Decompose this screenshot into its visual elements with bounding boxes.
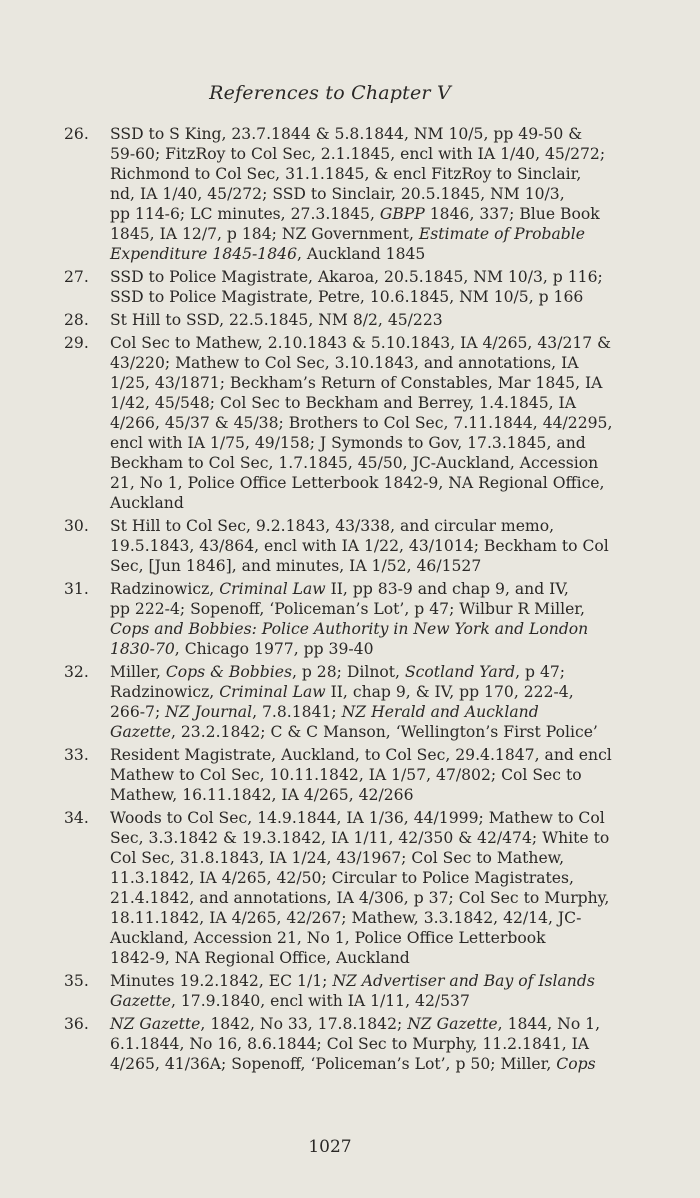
- reference-text: [110, 516, 692, 576]
- italic-title: NZ Gazette: [110, 1015, 201, 1033]
- reference-text: [110, 745, 692, 805]
- text-run: Miller,: [110, 663, 166, 681]
- text-run: Resident Magistrate, Auckland, to Col Sec, 29.4.1847, and encl Mathew to Col Sec, 10.11.1842, IA 1/57, 47/802; Col Sec to Mathew, 16.11.1842, IA 4/265, 42/266: [110, 746, 612, 804]
- italic-title: Scotland Yard: [404, 663, 516, 681]
- reference-item: [64, 1014, 692, 1074]
- text-run: St Hill to SSD, 22.5.1845, NM 8/2, 45/223: [110, 311, 443, 329]
- italic-title: Cops and Bobbies: Police Authority in New York and London 1830-70: [110, 620, 589, 658]
- text-run: , Auckland 1845: [297, 245, 426, 263]
- text-run: Radzinowicz,: [110, 580, 220, 598]
- text-run: 1846, 337; Blue Book 1845, IA 12/7, p 184; NZ Government,: [110, 205, 600, 243]
- reference-item: [64, 579, 692, 659]
- italic-title: Estimate of Probable Expenditure 1845-1846: [110, 225, 585, 263]
- italic-title: Cops: [556, 1055, 596, 1073]
- text-run: , Chicago 1977, pp 39-40: [174, 640, 374, 658]
- reference-text: [110, 808, 692, 968]
- italic-title: NZ Journal: [165, 703, 253, 721]
- reference-number: 26.: [64, 125, 89, 143]
- reference-number: 31.: [64, 580, 89, 598]
- text-run: II, chap 9, & IV, pp 170, 222-4, 266-7;: [110, 683, 574, 721]
- running-header: References to Chapter V: [209, 82, 451, 104]
- reference-number: 33.: [64, 746, 89, 764]
- text-run: St Hill to Col Sec, 9.2.1843, 43/338, and circular memo, 19.5.1843, 43/864, encl with IA 1/22, 43/1014; Beckham to Col Sec, [Jun 1846], and minutes, IA 1/52, 46/1527: [110, 517, 609, 575]
- text-run: Woods to Col Sec, 14.9.1844, IA 1/36, 44/1999; Mathew to Col Sec, 3.3.1842 & 19.3.1842, IA 1/11, 42/350 & 42/474; White to Col Sec, 31.8.1843, IA 1/24, 43/1967; Col Sec to Mathew, 11.3.1842, IA 4/265, 42/50; Circular to Police Magistrates, 21.4.1842, and annotations, IA 4/306, p 37; Col Sec to Murphy, 18.11.1842, IA 4/265, 42/267; Mathew, 3.3.1842, 42/14, JC- Auckland, Accession 21, No 1, Police Office Letterbook 1842-9, NA Regional Office, Auckland: [110, 809, 610, 967]
- reference-item: [64, 267, 692, 307]
- reference-text: [110, 971, 692, 1011]
- reference-number: 32.: [64, 663, 89, 681]
- reference-text: [110, 267, 692, 307]
- italic-title: Criminal Law: [219, 580, 326, 598]
- reference-item: [64, 124, 692, 264]
- text-run: Minutes 19.2.1842, EC 1/1;: [110, 972, 333, 990]
- text-run: , p 28; Dilnot,: [291, 663, 405, 681]
- reference-text: [110, 662, 692, 742]
- page-number: 1027: [308, 1137, 352, 1157]
- reference-text: [110, 579, 692, 659]
- reference-number: 36.: [64, 1015, 89, 1033]
- reference-number: 29.: [64, 334, 89, 352]
- text-run: , 17.9.1840, encl with IA 1/11, 42/537: [170, 992, 470, 1010]
- text-run: , 1842, No 33, 17.8.1842;: [200, 1015, 408, 1033]
- italic-title: NZ Herald and Auckland Gazette: [110, 703, 539, 741]
- reference-number: 27.: [64, 268, 89, 286]
- reference-item: [64, 808, 692, 968]
- reference-item: [64, 971, 692, 1011]
- reference-item: [64, 310, 692, 330]
- reference-item: [64, 662, 692, 742]
- text-run: SSD to S King, 23.7.1844 & 5.8.1844, NM 10/5, pp 49-50 & 59-60; FitzRoy to Col Sec, 2.1.1845, encl with IA 1/40, 45/272; Richmond to Col Sec, 31.1.1845, & encl FitzRoy to Sinclair, nd, IA 1/40, 45/272; SSD to Sinclair, 20.5.1845, NM 10/3, pp 114-6; LC minutes, 27.3.1845,: [110, 125, 606, 223]
- reference-number: 28.: [64, 311, 89, 329]
- reference-text: [110, 124, 692, 264]
- reference-number: 30.: [64, 517, 89, 535]
- reference-text: [110, 310, 692, 330]
- text-run: Col Sec to Mathew, 2.10.1843 & 5.10.1843, IA 4/265, 43/217 & 43/220; Mathew to Col Sec, 3.10.1843, and annotations, IA 1/25, 43/1871; Beckham’s Return of Constables, Mar 1845, IA 1/42, 45/548; Col Sec to Beckham and Berrey, 1.4.1845, IA 4/266, 45/37 & 45/38; Brothers to Col Sec, 7.11.1844, 44/2295, encl with IA 1/75, 49/158; J Symonds to Gov, 17.3.1845, and Beckham to Col Sec, 1.7.1845, 45/50, JC-Auckland, Accession 21, No 1, Police Office Letterbook 1842-9, NA Regional Office, Auckland: [110, 334, 613, 512]
- italic-title: NZ Gazette: [407, 1015, 498, 1033]
- text-run: , 23.2.1842; C & C Manson, ‘Wellington’s First Police’: [170, 723, 598, 741]
- text-run: SSD to Police Magistrate, Akaroa, 20.5.1845, NM 10/3, p 116; SSD to Police Magistrate, Petre, 10.6.1845, NM 10/5, p 166: [110, 268, 603, 306]
- text-run: II, pp 83-9 and chap 9, and IV, pp 222-4; Sopenoff, ‘Policeman’s Lot’, p 47; Wilbur R Miller,: [110, 580, 586, 618]
- reference-number: 35.: [64, 972, 89, 990]
- text-run: , 1844, No 1, 6.1.1844, No 16, 8.6.1844; Col Sec to Murphy, 11.2.1841, IA 4/265, 41/36A; Sopenoff, ‘Policeman’s Lot’, p 50; Miller,: [110, 1015, 601, 1073]
- reference-item: [64, 745, 692, 805]
- reference-text: [110, 1014, 692, 1074]
- reference-list: [64, 124, 692, 1077]
- italic-title: NZ Advertiser and Bay of Islands Gazette: [110, 972, 595, 1010]
- italic-title: Cops & Bobbies: [165, 663, 292, 681]
- italic-title: GBPP: [379, 205, 425, 223]
- text-run: , 7.8.1841;: [252, 703, 342, 721]
- text-run: , p 47; Radzinowicz,: [110, 663, 566, 701]
- reference-item: [64, 516, 692, 576]
- reference-number: 34.: [64, 809, 89, 827]
- reference-item: [64, 333, 692, 513]
- reference-text: [110, 333, 692, 513]
- italic-title: Criminal Law: [219, 683, 326, 701]
